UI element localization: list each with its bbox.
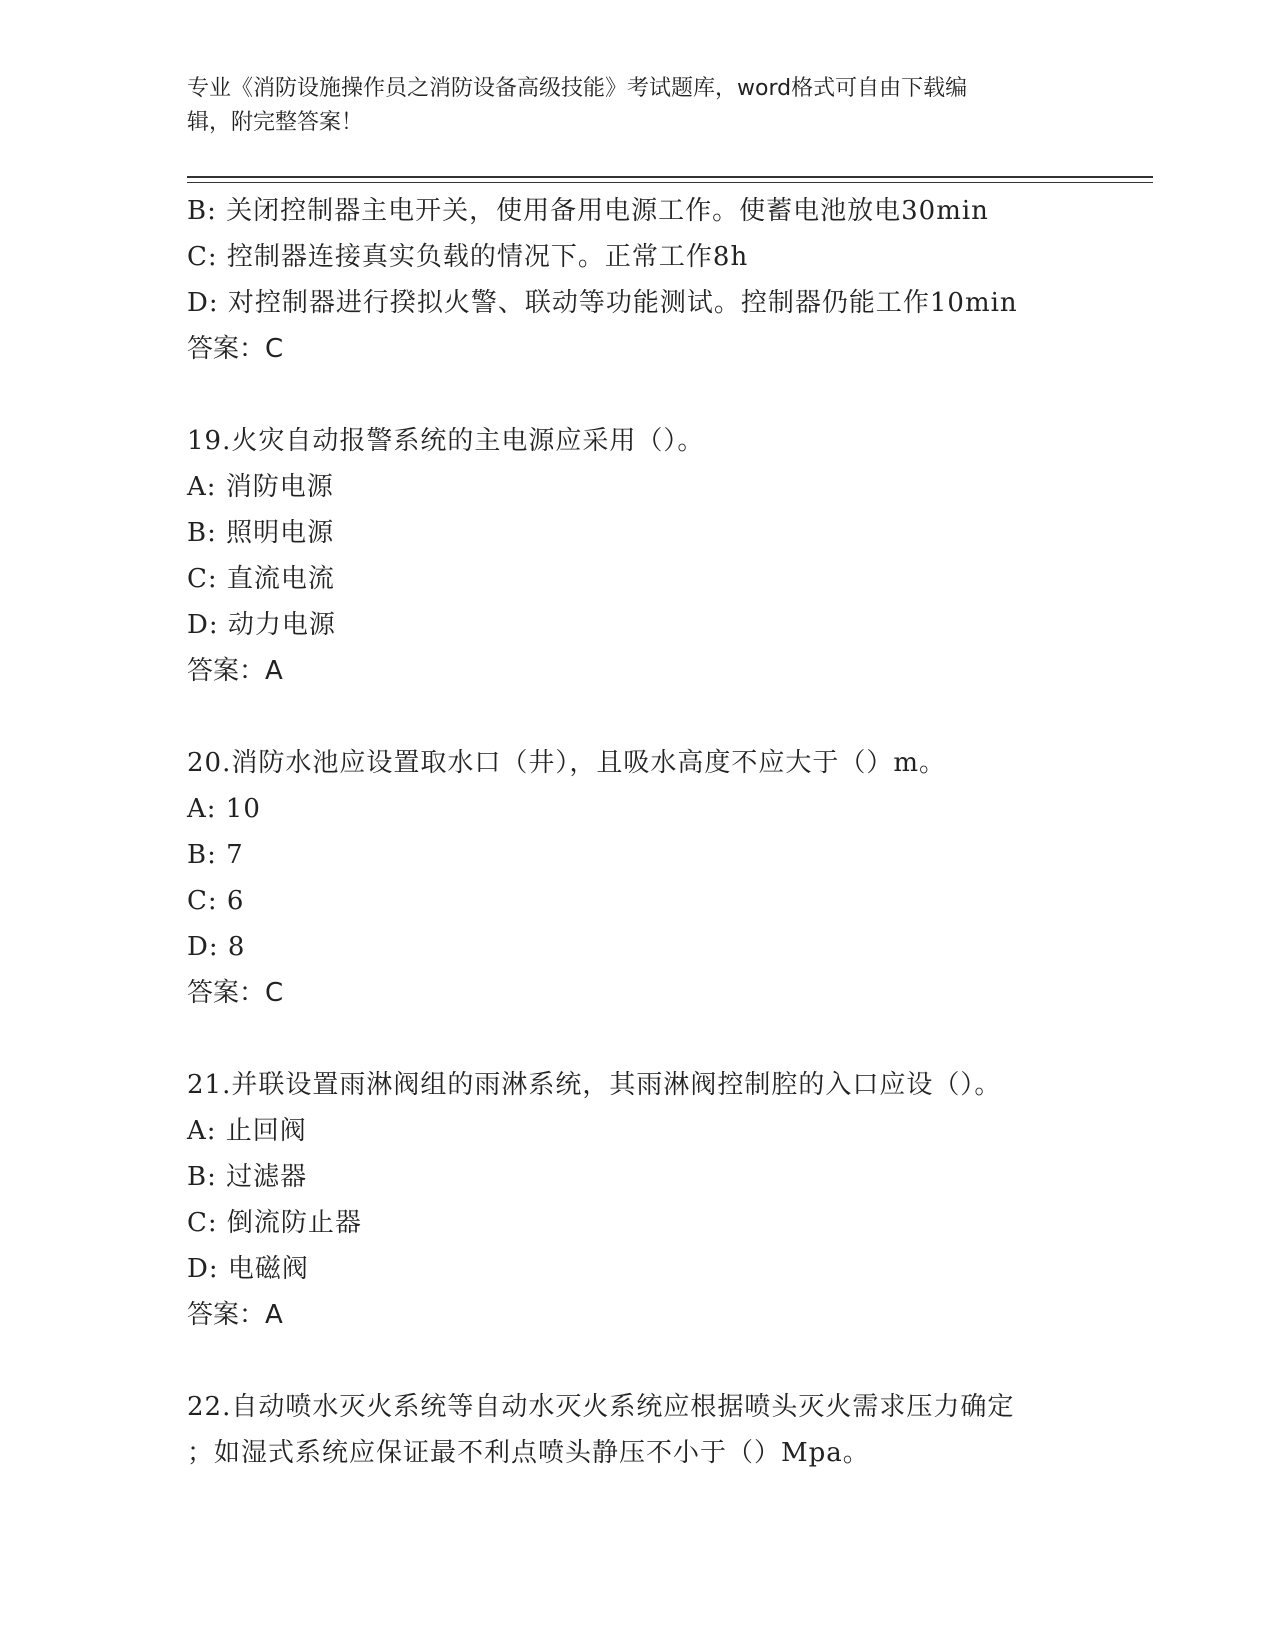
option-c: C: 6 [187, 886, 245, 916]
answer: 答案：A [187, 1300, 283, 1330]
spacer [187, 694, 1137, 740]
question-21 [187, 1062, 1137, 1338]
question-stem: 19.火灾自动报警系统的主电源应采用（）。 [187, 426, 705, 456]
answer: 答案：A [187, 656, 283, 686]
option-d: D: 动力电源 [187, 610, 336, 640]
header-rule-thin [187, 182, 1153, 183]
option-c: C: 直流电流 [187, 564, 335, 594]
question-22 [187, 1384, 1137, 1476]
option-c: C: 控制器连接真实负载的情况下。正常工作8h [187, 242, 749, 272]
header-rule-thick [187, 176, 1153, 178]
question-list [187, 188, 1137, 1476]
question-stem-line-1: 22.自动喷水灭火系统等自动水灭火系统应根据喷头灭火需求压力确定 [187, 1392, 1015, 1422]
option-b: B: 过滤器 [187, 1162, 308, 1192]
option-d: D: 电磁阀 [187, 1254, 309, 1284]
spacer [187, 1338, 1137, 1384]
option-c: C: 倒流防止器 [187, 1208, 362, 1238]
option-d: D: 对控制器进行揆拟火警、联动等功能测试。控制器仍能工作10min [187, 288, 1018, 318]
question-19 [187, 418, 1137, 694]
question-stem: 20.消防水池应设置取水口（井），且吸水高度不应大于（）m。 [187, 748, 947, 778]
option-a: A: 10 [187, 794, 261, 824]
prev-question-tail [187, 188, 1137, 372]
spacer [187, 1016, 1137, 1062]
answer: 答案：C [187, 334, 284, 364]
option-b: B: 7 [187, 840, 244, 870]
option-d: D: 8 [187, 932, 246, 962]
document-header: 专业《消防设施操作员之消防设备高级技能》考试题库，word格式可自由下载编 辑，附完整答案！ [187, 76, 968, 135]
option-a: A: 止回阀 [187, 1116, 307, 1146]
answer: 答案：C [187, 978, 284, 1008]
spacer [187, 372, 1137, 418]
option-b: B: 照明电源 [187, 518, 335, 548]
question-stem: 21.并联设置雨淋阀组的雨淋系统，其雨淋阀控制腔的入口应设（）。 [187, 1070, 1002, 1100]
question-20 [187, 740, 1137, 1016]
option-b: B: 关闭控制器主电开关，使用备用电源工作。使蓄电池放电30min [187, 196, 989, 226]
question-stem-line-2: ；如湿式系统应保证最不利点喷头静压不小于（）Mpa。 [187, 1438, 870, 1468]
option-a: A: 消防电源 [187, 472, 334, 502]
